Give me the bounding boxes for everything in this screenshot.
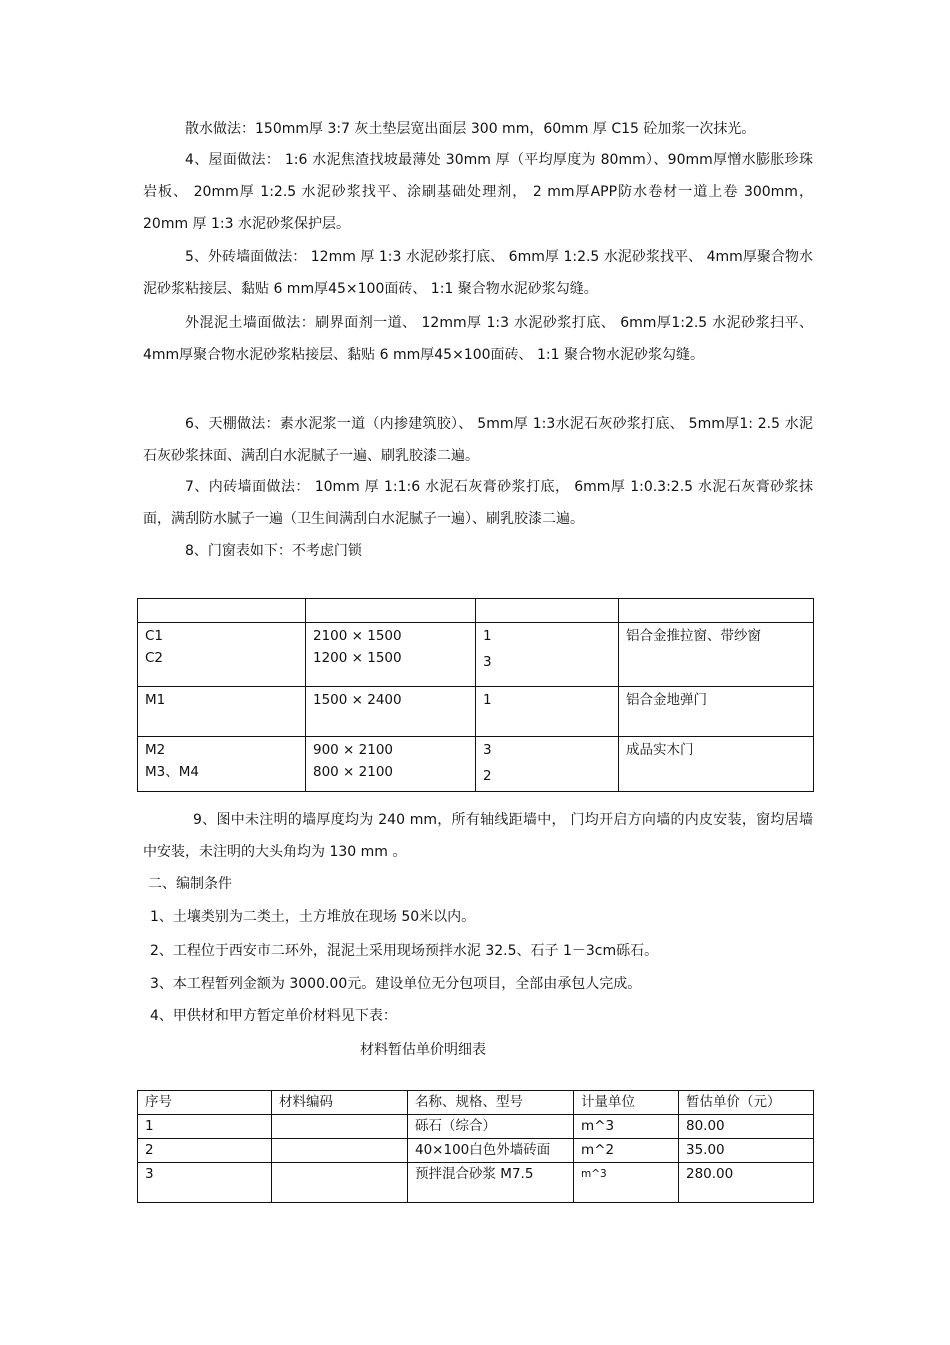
door-code: C2 [145, 650, 164, 666]
door-table-header-cell [306, 599, 476, 623]
material-code [272, 1115, 408, 1139]
door-size: 1500 × 2400 [313, 692, 402, 708]
condition-item-4: 4、甲供材和甲方暂定单价材料见下表： [150, 1008, 397, 1024]
material-table-title: 材料暂估单价明细表 [360, 1042, 486, 1058]
door-size: 1200 × 1500 [313, 650, 402, 666]
material-price: 35.00 [679, 1139, 814, 1163]
material-no: 3 [138, 1163, 272, 1203]
door-size: 2100 × 1500 [313, 628, 402, 644]
material-table-row [138, 1163, 814, 1203]
material-table-row [138, 1139, 814, 1163]
condition-item-1: 1、土壤类别为二类土，土方堆放在现场 50米以内。 [150, 909, 476, 925]
material-header-cell: 序号 [138, 1091, 272, 1115]
material-header-cell: 计量单位 [574, 1091, 679, 1115]
door-qty: 1 [483, 692, 492, 708]
door-code: M3、M4 [145, 764, 199, 780]
door-code: M1 [145, 692, 166, 708]
door-qty: 3 [483, 654, 492, 670]
paragraph-exterior-concrete-wall: 外混泥土墙面做法：刷界面剂一道、 12mm厚 1:3 水泥砂浆打底、 6mm厚1:2.5 水泥砂浆扫平、 4mm厚聚合物水泥砂浆粘接层、黏贴 6 mm厚45×100面砖、 1:1 聚合物水泥砂浆勾缝。 [143, 315, 813, 363]
material-header-cell: 名称、规格、型号 [408, 1091, 574, 1115]
paragraph-apron: 散水做法：150mm厚 3:7 灰土垫层宽出面层 300 mm，60mm 厚 C15 砼加浆一次抹光。 [185, 121, 756, 137]
material-no: 1 [138, 1115, 272, 1139]
material-price: 80.00 [679, 1115, 814, 1139]
door-qty: 3 [483, 742, 492, 758]
paragraph-exterior-brick-wall: 5、外砖墙面做法： 12mm 厚 1:3 水泥砂浆打底、 6mm厚 1:2.5 水泥砂浆找平、 4mm厚聚合物水泥砂浆粘接层、黏贴 6 mm厚45×100面砖、 1:1 聚合物水泥砂浆勾缝。 [143, 249, 813, 297]
door-table-row [138, 623, 814, 687]
door-table-row [138, 737, 814, 792]
door-size: 800 × 2100 [313, 764, 394, 780]
material-name: 40×100白色外墙砖面 [408, 1139, 574, 1163]
door-table-header-cell [476, 599, 619, 623]
paragraph-door-window-intro: 8、门窗表如下：不考虑门锁 [185, 543, 362, 559]
condition-item-2: 2、工程位于西安市二环外，混泥土采用现场预拌水泥 32.5、石子 1－3cm砾石。 [150, 943, 659, 959]
door-table-header-cell [138, 599, 306, 623]
door-code: M2 [145, 742, 166, 758]
material-table-row [138, 1115, 814, 1139]
door-type: 铝合金地弹门 [619, 687, 814, 737]
material-table-header-row [138, 1091, 814, 1115]
paragraph-wall-thickness: 9、图中未注明的墙厚度均为 240 mm，所有轴线距墙中， 门均开启方向墙的内皮安装，窗均居墙中安装，未注明的大头角均为 130 mm 。 [143, 812, 813, 860]
material-name: 预拌混合砂浆 M7.5 [408, 1163, 574, 1203]
material-header-cell: 暂估单价（元） [679, 1091, 814, 1115]
paragraph-interior-brick-wall: 7、内砖墙面做法： 10mm 厚 1:1:6 水泥石灰膏砂浆打底， 6mm厚 1:0.3:2.5 水泥石灰膏砂浆抹面，满刮防水腻子一遍（卫生间满刮白水泥腻子一遍）、刷乳胶漆二遍。 [143, 479, 813, 527]
paragraph-roof: 4、屋面做法： 1:6 水泥焦渣找坡最薄处 30mm 厚（平均厚度为 80mm）、90mm厚憎水膨胀珍珠岩板、 20mm厚 1:2.5 水泥砂浆找平、涂刷基础处理剂， 2 mm厚APP防水卷材一道上卷 300mm，20mm 厚 1:3 水泥砂浆保护层。 [143, 152, 813, 232]
door-table-header-row [138, 599, 814, 623]
paragraph-ceiling: 6、天棚做法：素水泥浆一道（内掺建筑胶）、 5mm厚 1:3水泥石灰砂浆打底、 5mm厚1: 2.5 水泥石灰砂浆抹面、满刮白水泥腻子一遍、刷乳胶漆二遍。 [143, 416, 813, 464]
material-name: 砾石（综合） [408, 1115, 574, 1139]
condition-item-3: 3、本工程暂列金额为 3000.00元。建设单位无分包项目，全部由承包人完成。 [150, 976, 642, 992]
material-unit: m^2 [574, 1139, 679, 1163]
material-code [272, 1139, 408, 1163]
material-price: 280.00 [679, 1163, 814, 1203]
door-table-row [138, 687, 814, 737]
material-code [272, 1163, 408, 1203]
door-type: 铝合金推拉窗、带纱窗 [619, 623, 814, 687]
door-type: 成品实木门 [619, 737, 814, 792]
door-qty: 2 [483, 768, 492, 784]
material-unit: m^3 [574, 1115, 679, 1139]
material-header-cell: 材料编码 [272, 1091, 408, 1115]
material-unit: m^3 [574, 1163, 679, 1203]
material-no: 2 [138, 1139, 272, 1163]
door-qty: 1 [483, 628, 492, 644]
door-size: 900 × 2100 [313, 742, 394, 758]
door-table-header-cell [619, 599, 814, 623]
door-window-table [137, 598, 814, 792]
material-price-table [137, 1090, 814, 1203]
door-code: C1 [145, 628, 164, 644]
section-heading-conditions: 二、编制条件 [148, 876, 232, 892]
